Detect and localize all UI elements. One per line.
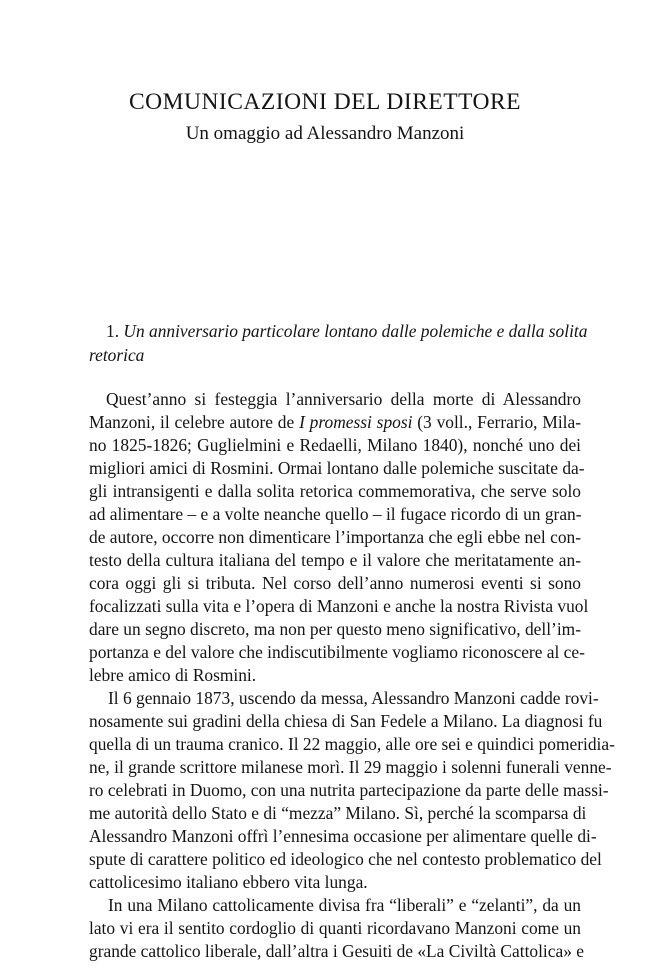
p1-line-10: focalizzati sulla vita e l’opera di Manzoni e anche la nostra Rivista vuol <box>89 596 589 616</box>
p2-line-6: me autorità dello Stato e di “mezza” Milano. Sì, perché la scomparsa di <box>89 803 587 823</box>
p1-line-7: de autore, occorre non dimenticare l’importanza che egli ebbe nel con- <box>89 527 582 547</box>
p2-line-2: nosamente sui gradini della chiesa di San Fedele a Milano. La diagnosi fu <box>89 711 603 731</box>
p1-line-12: portanza e del valore che indiscutibilmente vogliamo riconoscere al ce- <box>89 642 585 662</box>
p2-line-7: Alessandro Manzoni offrì l’ennesima occasione per alimentare quelle di- <box>89 826 597 846</box>
p1-line-8: testo della cultura italiana del tempo e il valore che meritatamente an- <box>89 550 581 570</box>
page-title: COMUNICAZIONI DEL DIRETTORE <box>128 89 522 115</box>
p1-line-11: dare un segno discreto, ma non per questo meno significativo, dell’im- <box>89 619 581 639</box>
p1-line-9: cora oggi gli si tributa. Nel corso dell’anno numerosi eventi si sono <box>89 573 581 593</box>
p2-line-9: cattolicesimo italiano ebbero vita lunga. <box>89 872 368 892</box>
p1-line-5: gli intransigenti e dalla solita retorica commemorativa, che serve solo <box>89 481 581 501</box>
p2-line-4: ne, il grande scrittore milanese morì. Il 29 maggio i solenni funerali venne- <box>89 757 612 777</box>
section-title-part-2: retorica <box>89 345 145 365</box>
section-heading-line-1 <box>106 320 588 343</box>
p2-line-1: Il 6 gennaio 1873, uscendo da messa, Alessandro Manzoni cadde rovi- <box>108 688 599 708</box>
section-title-part-1: Un anniversario particolare lontano dalle polemiche e dalla solita <box>123 321 588 341</box>
p2-line-3: quella di un trauma cranico. Il 22 maggio, alle ore sei e quindici pomeridia- <box>89 734 615 754</box>
p3-line-3: grande cattolico liberale, dall’altra i Gesuiti de «La Civiltà Cattolica» e <box>89 941 584 961</box>
p1-line-2 <box>89 411 581 434</box>
p1-line-2-c: (3 voll., Ferrario, Mila- <box>412 412 581 432</box>
section-number: 1. <box>106 321 120 341</box>
p1-line-1: Quest’anno si festeggia l’anniversario della morte di Alessandro <box>106 389 581 409</box>
page-subtitle: Un omaggio ad Alessandro Manzoni <box>185 123 465 144</box>
p3-line-2: lato vi era il sentito cordoglio di quanti ricordavano Manzoni come un <box>89 918 581 938</box>
p1-line-13: lebre amico di Rosmini. <box>89 665 257 685</box>
section-heading-line-2 <box>89 344 581 367</box>
p3-line-1: In una Milano cattolicamente divisa fra “liberali” e “zelanti”, da un <box>108 895 581 915</box>
p2-line-5: ro celebrati in Duomo, con una nutrita partecipazione da parte delle massi- <box>89 780 609 800</box>
p1-line-6: ad alimentare – e a volte neanche quello – il fugace ricordo di un gran- <box>89 504 582 524</box>
book-title: I promessi sposi <box>299 412 413 432</box>
p1-line-4: migliori amici di Rosmini. Ormai lontano dalle polemiche suscitate da- <box>89 458 585 478</box>
p2-line-8: spute di carattere politico ed ideologico che nel contesto problematico del <box>89 849 602 869</box>
p1-line-3: no 1825-1826; Guglielmini e Redaelli, Milano 1840), nonché uno dei <box>89 435 581 455</box>
p1-line-2-a: Manzoni, il celebre autore de <box>89 412 300 432</box>
